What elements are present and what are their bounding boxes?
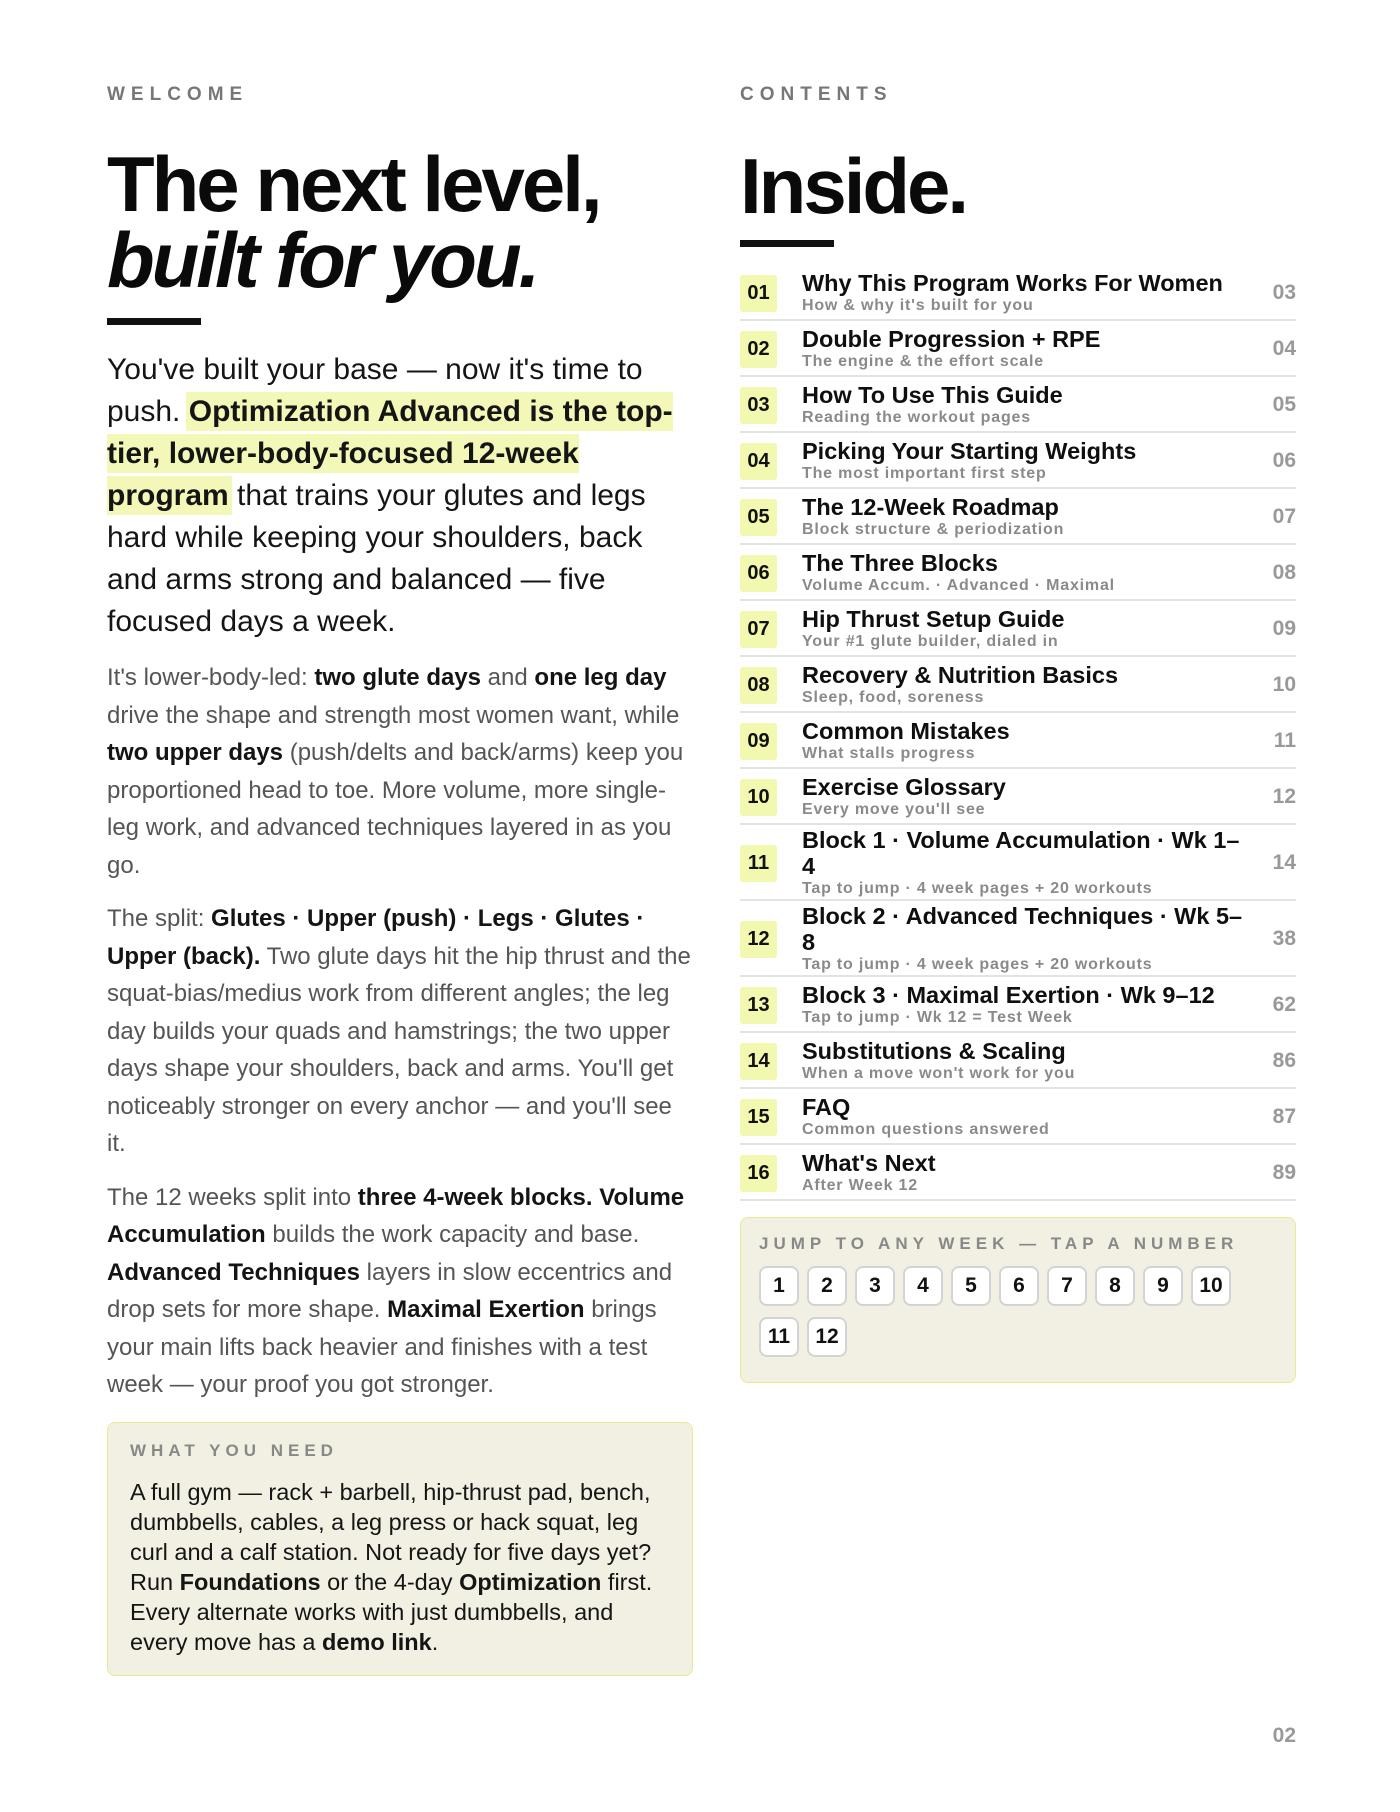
toc-item[interactable] (740, 769, 1296, 825)
need-text (130, 1477, 670, 1657)
text-run: builds the work capacity and base. (265, 1221, 640, 1248)
week-button-grid (759, 1266, 1279, 1368)
toc-item-title: Substitutions & Scaling (802, 1038, 1066, 1064)
week-button-10[interactable]: 10 (1191, 1266, 1231, 1306)
toc-item-subtitle: What stalls progress (802, 745, 976, 762)
toc-item[interactable] (740, 657, 1296, 713)
contents-column (740, 84, 1296, 1383)
page-number: 02 (1272, 1724, 1296, 1747)
bold-text: Advanced Techniques (107, 1258, 360, 1286)
toc-item-page: 89 (1272, 1161, 1296, 1184)
toc-item-text (802, 1094, 1252, 1140)
toc-item-number: 14 (740, 1043, 777, 1080)
jump-eyebrow: JUMP TO ANY WEEK — TAP A NUMBER (759, 1234, 1239, 1253)
week-button-2[interactable]: 2 (807, 1266, 847, 1306)
toc-item-page: 07 (1272, 505, 1296, 528)
text-run: A full gym — rack + barbell, hip-thrust pad, bench, dumbbells, cables, a leg press or hack squat, leg curl and a calf station. Not ready for five days yet? Run (130, 1478, 652, 1595)
toc-item-subtitle: How & why it's built for you (802, 297, 1034, 314)
toc-item-page: 38 (1272, 927, 1296, 950)
welcome-column (107, 84, 693, 1676)
toc-item-page: 03 (1272, 281, 1296, 304)
page-title (107, 140, 693, 304)
toc-item-text (802, 774, 1252, 820)
week-button-3[interactable]: 3 (855, 1266, 895, 1306)
toc-item-subtitle: Block structure & periodization (802, 521, 1065, 538)
text-run: Two glute days hit the hip thrust and the squat-bias/medius work from different angles; the leg day builds your quads and hamstrings; the two upper days shape your shoulders, back and arms. You'll get noticeably stronger on every anchor — and you'll see it. (107, 942, 691, 1157)
toc-item-page: 06 (1272, 449, 1296, 472)
bold-text: demo link (322, 1628, 432, 1655)
title-line-1: The next level, (107, 140, 600, 228)
toc-item-text (802, 270, 1252, 316)
toc-item-subtitle: Every move you'll see (802, 801, 986, 818)
contents-eyebrow: CONTENTS (740, 84, 893, 105)
week-button-1[interactable]: 1 (759, 1266, 799, 1306)
toc-item-number: 09 (740, 723, 777, 760)
toc-item-subtitle: Sleep, food, soreness (802, 689, 985, 706)
toc-item-title: Why This Program Works For Women (802, 270, 1223, 296)
toc-item-number: 10 (740, 779, 777, 816)
toc-item-text (802, 494, 1252, 540)
toc-item-title: Block 1 · Volume Accumulation · Wk 1–4 (802, 827, 1240, 879)
toc-item-number: 07 (740, 611, 777, 648)
toc-item-subtitle: Reading the workout pages (802, 409, 1031, 426)
bold-text: Glutes · Upper (push) · Legs · Glutes · Upper (back). (107, 905, 645, 970)
bold-text: two glute days (314, 664, 482, 691)
toc-item-subtitle: After Week 12 (802, 1177, 918, 1194)
bold-text: three 4-week blocks. Volume Accumulation (107, 1183, 685, 1248)
toc-item-title: Picking Your Starting Weights (802, 438, 1137, 464)
toc-item-subtitle: Tap to jump · Wk 12 = Test Week (802, 1009, 1073, 1026)
toc-item-title: What's Next (802, 1150, 936, 1176)
toc-item-page: 86 (1272, 1049, 1296, 1072)
week-button-6[interactable]: 6 (999, 1266, 1039, 1306)
bold-text: two upper days (107, 739, 284, 766)
toc-item-text (802, 438, 1252, 484)
highlighted-text: Optimization Advanced is the top-tier, lower-body-focused 12-week program (107, 395, 673, 512)
contents-underline (740, 240, 834, 247)
toc-item-title: Recovery & Nutrition Basics (802, 662, 1119, 688)
text-run: or the 4-day (320, 1568, 460, 1595)
toc-item-text (802, 1150, 1252, 1196)
toc-item-page: 11 (1273, 729, 1296, 752)
toc-item[interactable] (740, 1089, 1296, 1145)
jump-to-week-box (740, 1217, 1296, 1383)
toc-item-number: 12 (740, 921, 777, 958)
toc-item[interactable] (740, 265, 1296, 321)
table-of-contents (740, 265, 1296, 1201)
bold-text: one leg day (534, 664, 667, 691)
toc-item-subtitle: Tap to jump · 4 week pages + 20 workouts (802, 880, 1153, 897)
week-button-11[interactable]: 11 (759, 1317, 799, 1357)
toc-item-title: Block 2 · Advanced Techniques · Wk 5–8 (802, 903, 1243, 955)
title-underline (107, 318, 201, 325)
toc-item-title: The Three Blocks (802, 550, 998, 576)
bold-text: Foundations (179, 1568, 321, 1595)
toc-item-page: 10 (1272, 673, 1296, 696)
toc-item[interactable] (740, 489, 1296, 545)
toc-item[interactable] (740, 825, 1296, 901)
toc-item[interactable] (740, 901, 1296, 977)
intro-paragraph (107, 349, 693, 643)
toc-item-number: 06 (740, 555, 777, 592)
toc-item-text (802, 982, 1252, 1028)
toc-item-text (802, 550, 1252, 596)
text-run: drive the shape and strength most women want, while (107, 701, 680, 729)
toc-item[interactable] (740, 601, 1296, 657)
toc-item[interactable] (740, 1145, 1296, 1201)
toc-item-title: The 12-Week Roadmap (802, 494, 1059, 520)
toc-item-page: 87 (1272, 1105, 1296, 1128)
toc-item-title: FAQ (802, 1094, 851, 1120)
text-run: . (431, 1628, 439, 1655)
toc-item-number: 13 (740, 987, 777, 1024)
title-line-2: built for you. (107, 216, 538, 304)
toc-item[interactable] (740, 1033, 1296, 1089)
toc-item-number: 11 (740, 845, 777, 882)
toc-item-title: Double Progression + RPE (802, 326, 1101, 352)
toc-item-page: 12 (1272, 785, 1296, 808)
bold-text: Optimization (459, 1568, 602, 1595)
toc-item-text (802, 827, 1252, 899)
text-run: It's lower-body-led: (107, 664, 315, 691)
toc-item-text (802, 606, 1252, 652)
body-paragraph (107, 900, 693, 1163)
toc-item[interactable] (740, 433, 1296, 489)
text-run: You've built your base — now it's time to push. (107, 353, 643, 428)
text-run: layers in slow eccentrics and drop sets for more shape. (107, 1258, 673, 1323)
toc-item-subtitle: The most important first step (802, 465, 1047, 482)
toc-item[interactable] (740, 377, 1296, 433)
toc-item-subtitle: Tap to jump · 4 week pages + 20 workouts (802, 956, 1153, 973)
toc-item-title: Exercise Glossary (802, 774, 1006, 800)
body-paragraph (107, 659, 693, 884)
toc-item-page: 62 (1272, 993, 1296, 1016)
toc-item-title: Common Mistakes (802, 718, 1010, 744)
toc-item[interactable] (740, 977, 1296, 1033)
text-run: and (481, 664, 535, 691)
toc-item-subtitle: Your #1 glute builder, dialed in (802, 633, 1059, 650)
welcome-eyebrow: WELCOME (107, 84, 249, 105)
toc-item[interactable] (740, 713, 1296, 769)
toc-item-number: 08 (740, 667, 777, 704)
toc-item-number: 15 (740, 1099, 777, 1136)
toc-item-subtitle: Volume Accum. · Advanced · Maximal (802, 577, 1115, 594)
need-eyebrow: WHAT YOU NEED (130, 1440, 338, 1460)
toc-item[interactable] (740, 545, 1296, 601)
text-run: The split: (107, 905, 212, 932)
toc-item-subtitle: The engine & the effort scale (802, 353, 1044, 370)
toc-item-page: 04 (1272, 337, 1296, 360)
bold-text: Maximal Exertion (387, 1296, 585, 1323)
text-run: that trains your glutes and legs hard while keeping your shoulders, back and arms strong and balanced — five focused days a week. (107, 479, 646, 638)
week-button-5[interactable]: 5 (951, 1266, 991, 1306)
body-paragraph (107, 1179, 693, 1404)
toc-item-page: 14 (1272, 851, 1296, 874)
week-button-9[interactable]: 9 (1143, 1266, 1183, 1306)
toc-item-page: 08 (1272, 561, 1296, 584)
toc-item-text (802, 662, 1252, 708)
week-button-12[interactable]: 12 (807, 1317, 847, 1357)
body-paragraphs (107, 659, 693, 1404)
toc-item-number: 16 (740, 1155, 777, 1192)
toc-item-number: 04 (740, 443, 777, 480)
week-button-7[interactable]: 7 (1047, 1266, 1087, 1306)
text-run: brings your main lifts back heavier and finishes with a test week — your proof you got stronger. (107, 1296, 657, 1398)
toc-item-title: How To Use This Guide (802, 382, 1063, 408)
toc-item-number: 05 (740, 499, 777, 536)
toc-item-title: Block 3 · Maximal Exertion · Wk 9–12 (802, 982, 1215, 1008)
toc-item[interactable] (740, 321, 1296, 377)
text-run: first. Every alternate works with just dumbbells, and every move has a (130, 1568, 653, 1655)
toc-item-text (802, 382, 1252, 428)
toc-item-number: 03 (740, 387, 777, 424)
toc-item-text (802, 718, 1252, 764)
week-button-4[interactable]: 4 (903, 1266, 943, 1306)
toc-item-text (802, 1038, 1252, 1084)
toc-item-title: Hip Thrust Setup Guide (802, 606, 1065, 632)
week-button-8[interactable]: 8 (1095, 1266, 1135, 1306)
toc-item-subtitle: Common questions answered (802, 1121, 1050, 1138)
toc-item-text (802, 326, 1252, 372)
toc-item-page: 05 (1272, 393, 1296, 416)
text-run: The 12 weeks split into (107, 1183, 358, 1211)
contents-title: Inside. (740, 142, 967, 230)
toc-item-page: 09 (1272, 617, 1296, 640)
toc-item-number: 01 (740, 275, 777, 312)
toc-item-number: 02 (740, 331, 777, 368)
what-you-need-box (107, 1422, 693, 1676)
toc-item-text (802, 903, 1252, 975)
toc-item-subtitle: When a move won't work for you (802, 1065, 1076, 1082)
text-run: (push/delts and back/arms) keep you proportioned head to toe. More volume, more single-leg work, and advanced techniques layered in as you go. (107, 739, 684, 879)
